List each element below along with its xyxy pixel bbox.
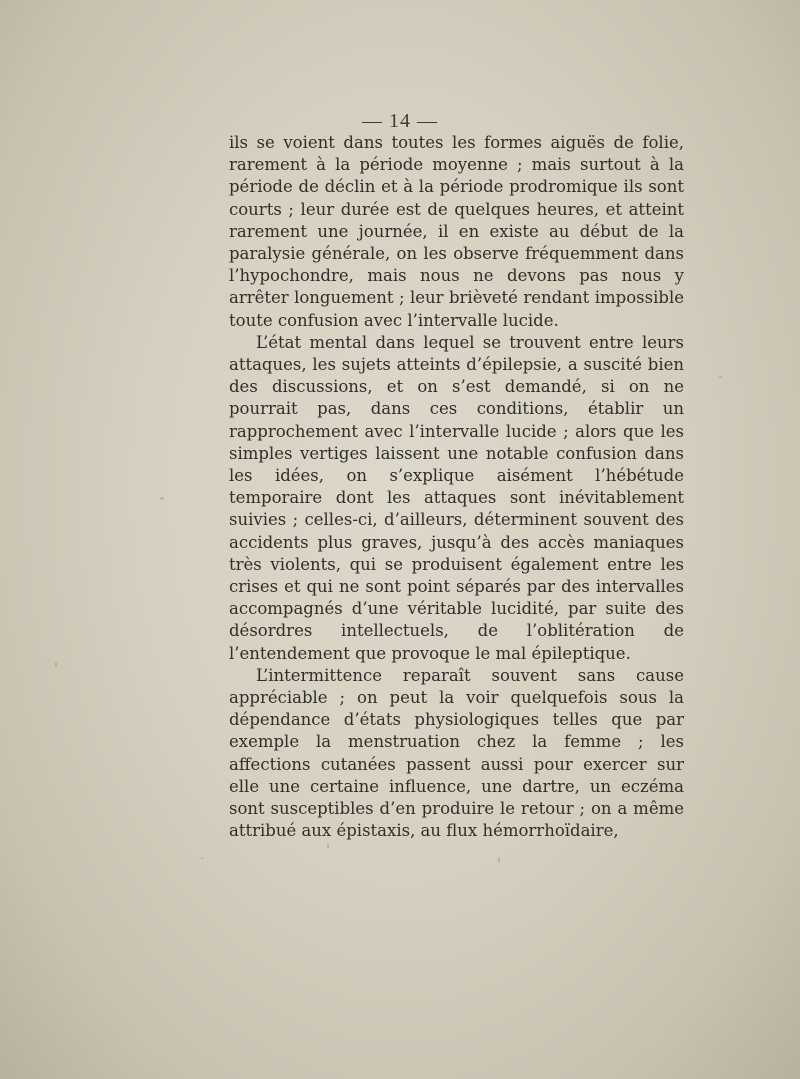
paper-speck xyxy=(719,376,722,378)
paragraph-1: ils se voient dans toutes les formes aiguës de folie, rarement à la période moyenne ; mais surtout à la période de déclin et à la période prodromique ils sont courts ; leur durée est de quelques heures, et atteint rarement une journée, il en existe au début de la paralysie générale, on les observe fréquemment dans l’hypochondre, mais nous ne devons pas nous y arrêter longuement ; leur brièveté rendant impossible toute confusion avec l’intervalle lucide. xyxy=(229,133,684,330)
paper-speck xyxy=(327,844,329,849)
paragraph-3: L’intermittence reparaît souvent sans cause appréciable ; on peut la voir quelquefois sous la dépendance d’états physiologiques telles que par exemple la menstruation chez la femme ; les affections cutanées passent aussi pour exercer sur elle une certaine influence, une dartre, un eczéma sont susceptibles d’en produire le retour ; on a même attribué aux épistaxis, au flux hémorrhoïdaire, xyxy=(229,665,684,841)
paper-speck xyxy=(160,497,164,500)
page-number: — 14 — xyxy=(362,110,438,132)
paper-speck xyxy=(498,857,500,863)
paper-speck xyxy=(201,857,203,859)
body-text xyxy=(229,132,684,843)
paper-speck xyxy=(55,662,57,667)
paragraph-2: L’état mental dans lequel se trouvent entre leurs attaques, les sujets atteints d’épilepsie, a suscité bien des discussions, et on s’est demandé, si on ne pourrait pas, dans ces conditions, établir un rapprochement avec l’intervalle lucide ; alors que les simples vertiges laissent une notable confusion dans les idées, on s’explique aisément l’hébétude temporaire dont les attaques sont inévitablement suivies ; celles-ci, d’ailleurs, déterminent souvent des accidents plus graves, jusqu’à des accès maniaques très violents, qui se produisent également entre les crises et qui ne sont point séparés par des intervalles accompagnés d’une véritable lucidité, par suite des désordres intellectuels, de l’oblitération de l’entendement que provoque le mal épileptique. xyxy=(229,332,684,663)
